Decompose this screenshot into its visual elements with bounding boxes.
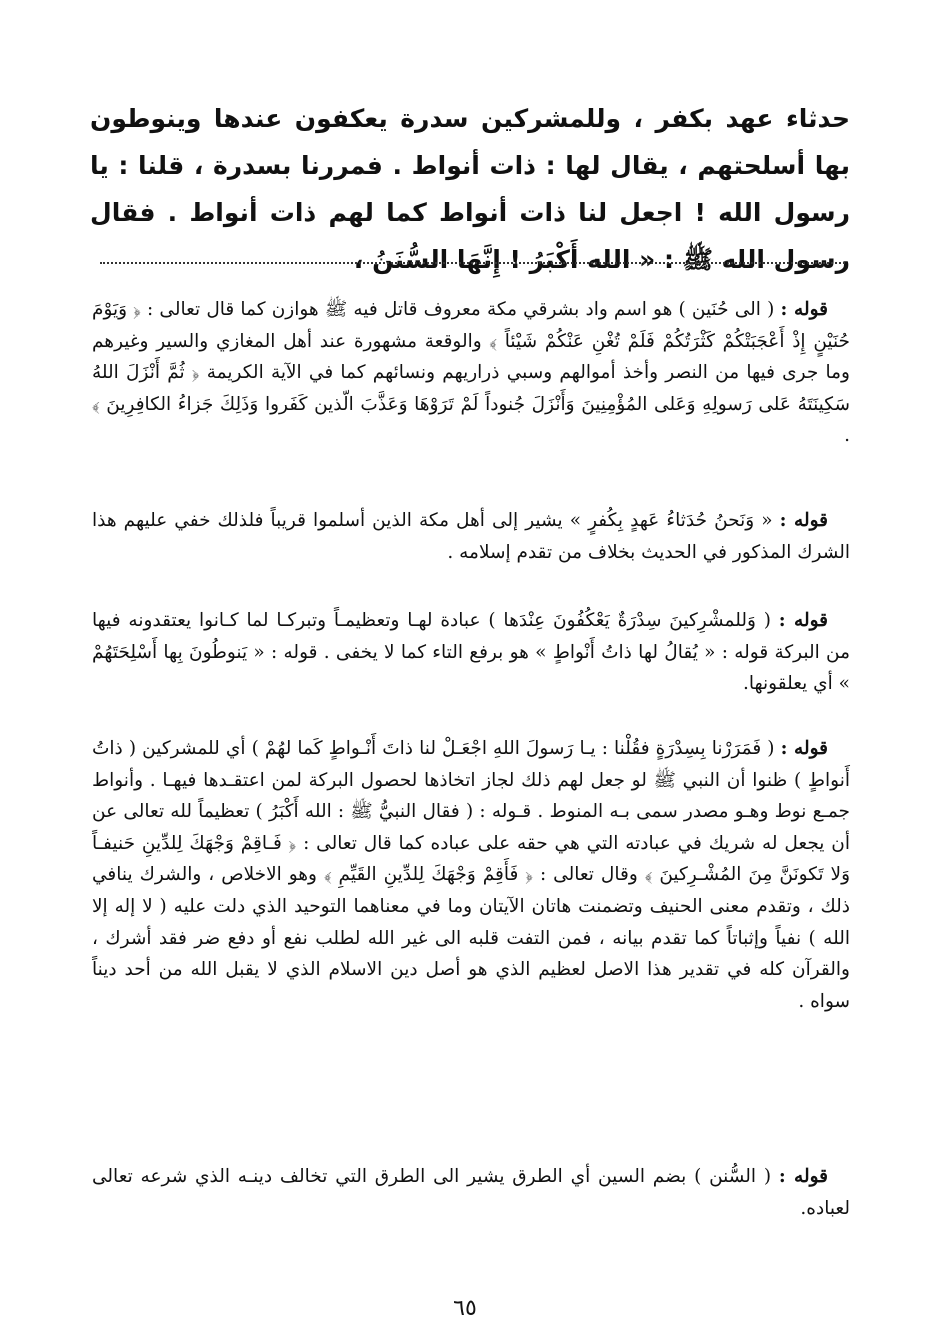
paragraph-lead: قوله :	[779, 510, 829, 531]
paragraph-body: ( فَمَرَرْنا بِسِدْرَةٍ فقُلْنا : يـا رَسولَ اللهِ اجْعَـلْ لنا ذاتَ أَنْـواطٍ كَما لهُمْ ) أي للمشركين ( ذاتُ أَنواطٍ ) ظنوا أن النبي ﷺ لو جعل لهم ذلك لجاز اتخاذها لحصول البركة لمن اعتقـدها فيهـا . وأنواط جمـع نوط وهـو مصدر سمى بـه المنوط . قـوله : ( فقال النبيُّ ﷺ : الله أَكْبَرُ ) تعظيماً لله تعالى عن أن يجعل له شريك في عبادته التي هي حقه على عباده كما قال تعالى : ﴿ فَـاقِمْ وَجْهَكَ لِلدِّينِ حَنيفـاً وَلا تَكونَنَّ مِنَ المُشْـرِكينَ ﴾ وقال تعالى : ﴿ فَأَقِمْ وَجْهَكَ لِلدِّينِ القَيِّمِ ﴾ وهو الاخلاص ، والشرك ينافي ذلك ، وتقدم معنى الحنيف وتضمنت هاتان الآيتان وما في معناهما التوحيد الذي دلت عليه ( لا إله إلا الله ) نفياً وإثباتاً كما تقدم بيانه ، فمن التفت قلبه الى غير الله لطلب نفع أو دفع ضر فقد أشرك ، والقرآن كله في تقدير هذا الاصل لعظيم الذي هو أصل دين الاسلام الذي لا يقبل الله من أحد ديناً سواه .	[92, 738, 850, 1012]
paragraph-body: ( الى حُنَين ) هو اسم واد بشرقي مكة معروف قاتل فيه ﷺ هوازن كما قال تعالى : ﴿ وَيَوْمَ حُنَيْنٍ إِذْ أَعْجَبَتْكُمْ كَثْرَتُكُمْ فَلَمْ تُغْنِ عَنْكُمْ شَيْئاً ﴾ والوقعة مشهورة عند أهل المغازي والسير وغيرهم وما جرى فيها من النصر وأخذ أموالهم وسبي ذراريهم ونسائهم كما في الآية الكريمة ﴿ ثُمَّ أَنْزَلَ اللهُ سَكِينَتَهُ عَلى رَسولِهِ وَعَلى المُؤْمِنِينَ وَأَنْزَلَ جُنوداً لَمْ تَرَوْهَا وَعَذَّبَ الّذين كَفَروا وَذَلِكَ جَزاءُ الكافِرِينَ ﴾ .	[92, 299, 850, 447]
commentary-paragraph	[92, 605, 850, 710]
paragraph-body: « وَنَحنُ حُدَثاءُ عَهدٍ بِكُفرٍ » يشير إلى أهل مكة الذين أسلموا قريباً فلذلك خفي عليهم هذا الشرك المذكور في الحديث بخلاف من تقدم إسلامه .	[92, 510, 850, 563]
page-number: ٦٥	[453, 1296, 477, 1321]
commentary-paragraph	[92, 733, 850, 1128]
paragraph-lead: قوله :	[778, 610, 828, 631]
commentary-paragraph	[92, 1161, 850, 1224]
commentary-section	[92, 294, 850, 1224]
paragraph-lead: قوله :	[780, 299, 829, 320]
hadith-text: حدثاء عهد بكفر ، وللمشركين سدرة يعكفون عندها وينوطون بها أسلحتهم ، يقال لها : ذات أنواط . فمررنا بسدرة ، قلنا : يا رسول الله ! اجعل لنا ذات أنواط كما لهم ذات أنواط . فقال رسول الله ﷺ : « الله أَكْبَرُ ! إِنَّهَا السُّنَنُ ،	[90, 104, 850, 274]
commentary-paragraph	[92, 505, 850, 580]
paragraph-lead: قوله :	[778, 1166, 828, 1187]
dotted-divider	[100, 262, 845, 264]
paragraph-lead: قوله :	[780, 738, 828, 759]
paragraph-body: ( السُّنن ) بضم السين أي الطرق يشير الى الطرق التي تخالف دينـه الذي شرعه تعالى لعباده.	[92, 1166, 850, 1219]
paragraph-body: ( وَللمشْرِكينَ سِدْرَةٌ يَعْكُفُونَ عِنْدَها ) عبادة لهـا وتعظيمـاً وتبركـا لما كـانوا يعتقدونه فيها من البركة قوله : « يُقالُ لها ذاتُ أَنْواطٍ » هو برفع التاء كما لا يخفى . قوله : « يَنوطُونَ بِها أَسْلِحَتَهُمْ » أي يعلقونها.	[92, 610, 850, 695]
commentary-paragraph	[92, 294, 850, 494]
